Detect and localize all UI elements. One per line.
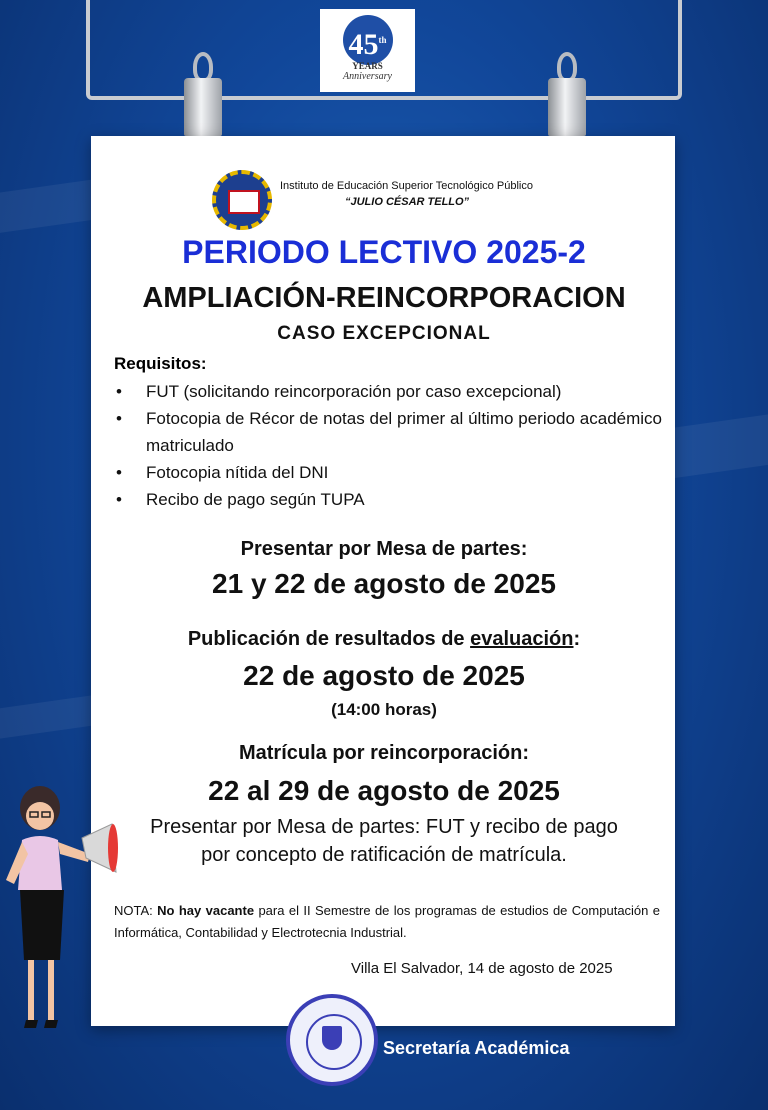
- enrollment-line2: por concepto de ratificación de matrícula.: [201, 844, 567, 866]
- requirements-title: Requisitos:: [114, 354, 207, 373]
- results-time: (14:00 horas): [331, 700, 437, 719]
- case-label: CASO EXCEPCIONAL: [277, 323, 491, 344]
- place-date: Villa El Salvador, 14 de agosto de 2025: [351, 960, 613, 977]
- enrollment-label: Matrícula por reincorporación:: [238, 742, 530, 764]
- results-label: Publicación de resultados de evaluación:: [187, 628, 581, 650]
- results-date: 22 de agosto de 2025: [243, 660, 525, 691]
- enrollment-line1: Presentar por Mesa de partes: FUT y recibo de pago: [150, 816, 618, 838]
- secretary-seal: [286, 994, 378, 1086]
- page-title: PERIODO LECTIVO 2025-2: [182, 234, 586, 270]
- anniversary-label: Anniversary: [343, 71, 392, 82]
- institute-logo: [212, 170, 272, 230]
- presentation-date: 21 y 22 de agosto de 2025: [212, 568, 556, 599]
- presentation-label: Presentar por Mesa de partes:: [240, 538, 528, 560]
- requirements-list: [114, 378, 662, 513]
- enrollment-date: 22 al 29 de agosto de 2025: [208, 775, 560, 806]
- anniversary-number: 45th: [343, 15, 393, 65]
- anniversary-logo: [320, 9, 415, 92]
- note: NOTA: No hay vacante para el II Semestre de los programas de estudios de Computación e Informática, Contabilidad y Electrotecnia Industrial.: [114, 903, 661, 940]
- list-item: • Fotocopia de Récor de notas del primer al último periodo académico matriculado: [114, 405, 662, 459]
- anniversary-years: YEARS: [352, 61, 383, 71]
- list-item: • Recibo de pago según TUPA: [114, 486, 662, 513]
- list-item: • Fotocopia nítida del DNI: [114, 459, 662, 486]
- woman-megaphone-icon: [0, 780, 130, 1040]
- list-item: • FUT (solicitando reincorporación por caso excepcional): [114, 378, 662, 405]
- institute-subname: “JULIO CÉSAR TELLO”: [345, 196, 470, 208]
- page-subtitle: AMPLIACIÓN-REINCORPORACION: [142, 282, 626, 314]
- signature-label: Secretaría Académica: [383, 1038, 570, 1058]
- institute-name: Instituto de Educación Superior Tecnológico Público: [280, 180, 533, 192]
